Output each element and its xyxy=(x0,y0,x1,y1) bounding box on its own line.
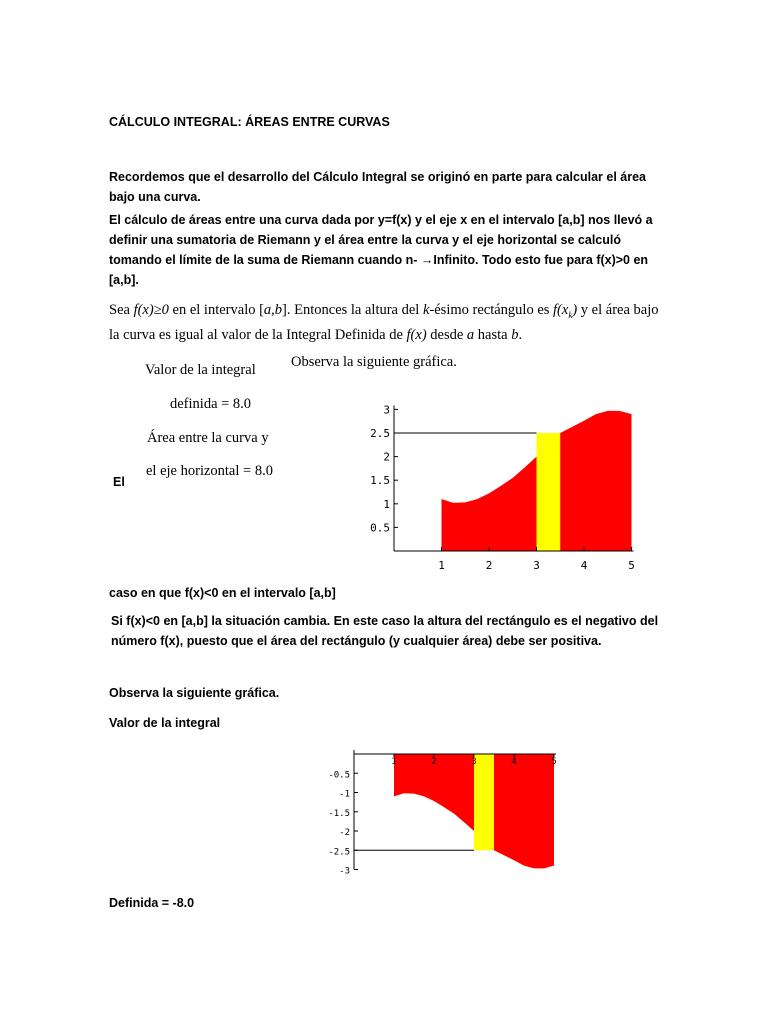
x-tick-label: 3 xyxy=(471,757,477,767)
definite-value-2: Definida = -8.0 xyxy=(109,896,195,910)
x-tick-label: 4 xyxy=(580,559,588,572)
math-b: b xyxy=(511,326,519,343)
math-paren: ) xyxy=(572,302,578,318)
case-negative-heading: caso en que f(x)<0 en el intervalo [a,b] xyxy=(109,586,336,600)
text-run: y el área bajo la curva es igual al valor de la Integral Definida de xyxy=(109,302,659,343)
x-tick-label: 3 xyxy=(533,559,540,572)
x-tick-label: 1 xyxy=(391,757,397,767)
y-tick-label: 2 xyxy=(383,450,390,464)
x-tick-label: 4 xyxy=(511,757,517,767)
y-tick-label: 1.5 xyxy=(370,474,390,488)
y-tick-label: 1 xyxy=(383,497,390,511)
page-title: CÁLCULO INTEGRAL: ÁREAS ENTRE CURVAS xyxy=(109,115,390,129)
math-symbol-ge: ≥ xyxy=(153,302,162,318)
y-tick-label: 2.5 xyxy=(370,427,390,440)
paragraph-riemann: El cálculo de áreas entre una curva dada por y=f(x) y el eje x en el intervalo [a,b] nos llevó a definir una sumatoria de Riemann y el área entre la curva y el eje horizontal se calculó tomando el límite de la suma de Riemann cuando n- →Infinito. Todo esto fue para f(x)>0 en [a,b]. xyxy=(109,213,653,287)
text-run: . xyxy=(518,326,523,343)
x-tick-label: 5 xyxy=(551,757,557,767)
text-run: hasta xyxy=(474,326,512,343)
chart-positive-area xyxy=(360,400,650,580)
x-tick-label: 2 xyxy=(431,757,437,767)
x-tick-label: 5 xyxy=(628,559,635,572)
riemann-rectangle xyxy=(537,433,561,551)
y-tick-label: 0.5 xyxy=(370,521,390,535)
math-fx: f(x) xyxy=(406,326,427,343)
integral-value-label-2: Valor de la integral xyxy=(109,716,221,730)
chart-negative-area xyxy=(318,748,568,880)
text-run: -ésimo rectángulo es xyxy=(429,302,554,318)
y-tick-label: -2 xyxy=(339,828,350,838)
y-tick-label: -2.5 xyxy=(328,847,350,858)
y-tick-label: -3 xyxy=(339,866,350,877)
text-run: ]. Entonces la altura del xyxy=(282,302,423,318)
math-fxk: f(x xyxy=(553,302,569,318)
x-tick-label: 2 xyxy=(485,559,493,572)
math-k: k xyxy=(422,302,430,318)
observa-label-1: Observa la siguiente gráfica. xyxy=(291,354,457,370)
observa-label-2: Observa la siguiente gráfica. xyxy=(109,686,280,700)
y-tick-label: 3 xyxy=(383,403,390,417)
integral-value-label: Valor de la integral xyxy=(145,362,256,378)
math-a: a xyxy=(263,302,272,318)
math-a: a xyxy=(466,326,475,343)
riemann-rectangle xyxy=(474,754,494,850)
area-label: Área entre la curva y xyxy=(147,430,269,446)
text-run: desde xyxy=(426,326,467,343)
y-tick-label: -1.5 xyxy=(328,808,350,819)
area-value: el eje horizontal = 8.0 xyxy=(146,463,273,479)
paragraph-definite-integral xyxy=(109,300,669,345)
y-tick-label: -1 xyxy=(339,789,350,800)
math-b: b xyxy=(274,302,283,318)
paragraph-intro: Recordemos que el desarrollo del Cálculo Integral se originó en parte para calcular el área bajo una curva. xyxy=(109,170,646,204)
integral-value-number: definida = 8.0 xyxy=(170,396,252,412)
math-fx: f(x) xyxy=(133,302,154,318)
math-subscript-k: k xyxy=(568,309,573,320)
y-tick-label: -0.5 xyxy=(328,770,350,781)
el-label: El xyxy=(113,475,125,489)
math-zero: 0 xyxy=(161,302,169,318)
paragraph-negative-case: Si f(x)<0 en [a,b] la situación cambia. En este caso la altura del rectángulo es el negativo del número f(x), puesto que el área del rectángulo (y cualquier área) debe ser positiva. xyxy=(111,614,659,648)
text-run: en el intervalo [ xyxy=(168,302,264,318)
x-tick-label: 1 xyxy=(438,559,445,572)
text-run: Sea xyxy=(109,302,134,318)
text-run: , xyxy=(271,302,275,318)
